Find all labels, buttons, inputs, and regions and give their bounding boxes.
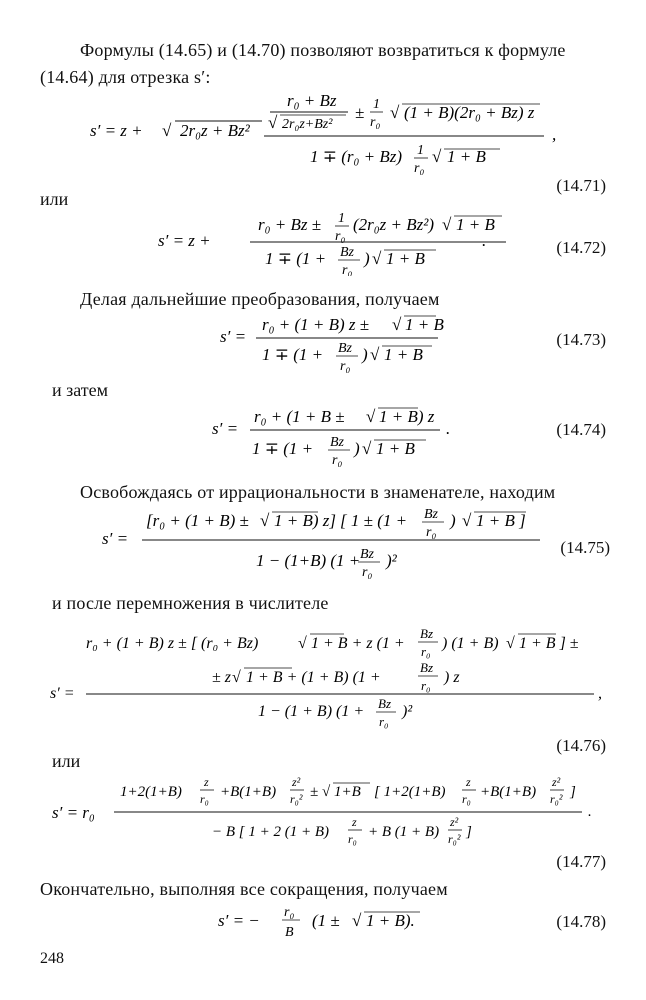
equation-number-14-72: (14.72)	[556, 238, 606, 257]
svg-text:Bz: Bz	[338, 341, 352, 356]
svg-text:s′ =: s′ =	[212, 419, 239, 438]
svg-text:+B(1+B): +B(1+B)	[220, 784, 277, 800]
svg-text:1 + B: 1 + B	[376, 439, 415, 458]
svg-text:r₀: r₀	[421, 678, 431, 693]
svg-text:1 + B).: 1 + B).	[366, 911, 415, 930]
svg-text:z: z	[352, 815, 357, 829]
equation-number-14-78: (14.78)	[556, 912, 606, 931]
svg-text:±: ±	[355, 103, 365, 122]
svg-text:r₀: r₀	[200, 792, 209, 806]
svg-text:1 ∓ (1 +: 1 ∓ (1 +	[265, 249, 327, 268]
equation-number-14-71: (14.71)	[556, 176, 606, 195]
svg-text:+ B (1 + B): + B (1 + B)	[368, 824, 440, 840]
equation-14-73	[0, 306, 646, 376]
equation-14-72	[0, 200, 646, 276]
equation-14-78	[0, 898, 646, 948]
svg-text:√: √	[372, 249, 382, 268]
svg-text:1: 1	[373, 97, 380, 112]
svg-text:s′ = z +: s′ = z +	[90, 121, 143, 140]
svg-text:): )	[354, 439, 360, 458]
svg-text:1 + B ] ±: 1 + B ] ±	[519, 635, 579, 652]
svg-text:s′ =: s′ =	[220, 327, 247, 346]
after-text: и после перемножения в числителе	[52, 593, 329, 613]
further-text: Делая дальнейшие преобразования, получаем	[80, 289, 440, 309]
svg-text:Bz: Bz	[420, 660, 433, 675]
equation-number-14-77: (14.77)	[556, 852, 606, 871]
svg-text:r₀ + (1 + B) z ±: r₀ + (1 + B) z ±	[262, 315, 370, 334]
svg-text:1 − (1+B) (1 +: 1 − (1+B) (1 +	[256, 551, 361, 570]
svg-text:1 + B: 1 + B	[447, 147, 486, 166]
equation-number-14-74: (14.74)	[556, 420, 606, 439]
svg-text:r₀ + (1 + B ±: r₀ + (1 + B ±	[254, 407, 345, 426]
svg-text:√: √	[232, 669, 241, 686]
svg-text:Bz: Bz	[360, 547, 374, 562]
svg-text:]: ]	[466, 824, 472, 840]
svg-text:s′ = z +: s′ = z +	[158, 231, 211, 250]
svg-text:): )	[362, 345, 368, 364]
svg-text:1 + B: 1 + B	[405, 315, 444, 334]
svg-text:√: √	[260, 511, 270, 530]
svg-text:r₀²: r₀²	[550, 792, 563, 806]
svg-text:r₀: r₀	[335, 229, 346, 244]
svg-text:r₀: r₀	[332, 453, 343, 468]
svg-text:r₀: r₀	[348, 832, 357, 846]
or-text-2: или	[52, 751, 81, 771]
svg-text:(1 ±: (1 ±	[312, 911, 340, 930]
svg-text:1 ∓ (r₀ + Bz): 1 ∓ (r₀ + Bz)	[310, 147, 403, 166]
svg-text:s′ = r₀: s′ = r₀	[52, 803, 95, 822]
free-text: Освобождаясь от иррациональности в знаменателе, находим	[80, 482, 556, 502]
svg-text:r₀: r₀	[426, 525, 437, 540]
svg-text:Bz: Bz	[330, 435, 344, 450]
or-text-1: или	[40, 189, 69, 209]
svg-text:1 + B: 1 + B	[386, 249, 425, 268]
svg-text:Bz: Bz	[424, 507, 438, 522]
equation-number-14-73: (14.73)	[556, 330, 606, 349]
page-number: 248	[40, 950, 64, 967]
svg-text:r₀: r₀	[362, 565, 373, 580]
svg-text:√: √	[442, 215, 452, 234]
svg-text:r₀: r₀	[370, 115, 381, 130]
svg-text:1 ∓ (1 +: 1 ∓ (1 +	[252, 439, 314, 458]
then-text: и затем	[52, 380, 109, 400]
svg-text:,: ,	[552, 125, 557, 144]
svg-text:): )	[364, 249, 370, 268]
svg-text:1 + B) z: 1 + B) z	[379, 407, 435, 426]
svg-text:r₀: r₀	[379, 714, 389, 729]
equation-14-71	[0, 86, 646, 198]
svg-text:B: B	[285, 925, 294, 940]
svg-text:1 + B + (1 + B) (1 +: 1 + B + (1 + B) (1 +	[246, 669, 381, 686]
svg-text:[ 1+2(1+B): [ 1+2(1+B)	[374, 784, 446, 800]
svg-text:± z: ± z	[212, 669, 232, 686]
svg-text:Bz: Bz	[340, 245, 354, 260]
svg-text:1 + B: 1 + B	[384, 345, 423, 364]
svg-text:+B(1+B): +B(1+B)	[480, 784, 537, 800]
svg-text:) (1 + B): ) (1 + B)	[442, 635, 499, 652]
svg-text:2r₀z + Bz²: 2r₀z + Bz²	[180, 121, 250, 140]
svg-text:1+2(1+B): 1+2(1+B)	[120, 784, 182, 800]
svg-text:,: ,	[598, 685, 602, 702]
svg-text:1 + B + z (1 +: 1 + B + z (1 +	[311, 635, 405, 652]
intro-line-2: (14.64) для отрезка s′:	[40, 67, 211, 87]
svg-text:√: √	[432, 147, 442, 166]
svg-text:1+B: 1+B	[334, 784, 361, 800]
svg-text:z²: z²	[450, 815, 459, 829]
svg-text:Bz: Bz	[420, 626, 433, 641]
svg-text:) z: ) z	[444, 669, 460, 686]
svg-text:1 − (1 + B) (1 +: 1 − (1 + B) (1 +	[258, 703, 365, 720]
svg-text:1: 1	[417, 143, 424, 158]
equation-14-74	[0, 398, 646, 470]
svg-text:2r₀z+Bz²: 2r₀z+Bz²	[282, 117, 333, 132]
svg-text:r₀: r₀	[414, 161, 425, 176]
svg-text:1 ∓ (1 +: 1 ∓ (1 +	[262, 345, 324, 364]
svg-text:Bz: Bz	[378, 696, 391, 711]
svg-text:√: √	[392, 315, 402, 334]
svg-text:[r₀ + (1 + B) ±: [r₀ + (1 + B) ±	[146, 511, 249, 530]
svg-text:√: √	[352, 911, 362, 930]
svg-text:r₀: r₀	[340, 359, 351, 374]
svg-text:r₀²: r₀²	[290, 792, 303, 806]
svg-text:1 + B: 1 + B	[456, 215, 495, 234]
equation-14-76	[0, 612, 646, 740]
svg-text:√: √	[268, 113, 278, 132]
svg-text:√: √	[298, 635, 307, 652]
svg-text:]: ]	[570, 784, 576, 800]
svg-text:√: √	[362, 439, 372, 458]
svg-text:r₀: r₀	[342, 263, 353, 276]
svg-text:r₀: r₀	[462, 792, 471, 806]
svg-text:(2r₀z + Bz²): (2r₀z + Bz²)	[353, 215, 435, 234]
svg-text:z²: z²	[552, 775, 561, 789]
svg-text:(1 + B)(2r₀ + Bz) z: (1 + B)(2r₀ + Bz) z	[404, 103, 535, 122]
svg-text:r₀: r₀	[421, 644, 431, 659]
svg-text:r₀ + Bz: r₀ + Bz	[287, 91, 337, 110]
equation-14-75	[0, 504, 646, 588]
svg-text:.: .	[446, 419, 451, 438]
svg-text:)²: )²	[402, 703, 413, 720]
svg-text:z²: z²	[292, 775, 301, 789]
svg-text:√: √	[506, 635, 515, 652]
svg-text:√: √	[162, 121, 172, 140]
svg-text:z: z	[466, 775, 471, 789]
svg-text:)²: )²	[386, 551, 397, 570]
svg-text:√: √	[390, 103, 400, 122]
svg-text:r₀ + Bz ±: r₀ + Bz ±	[258, 215, 322, 234]
svg-text:r₀: r₀	[284, 905, 295, 920]
intro-line-1: Формулы (14.65) и (14.70) позволяют возвратиться к формуле	[80, 40, 566, 60]
svg-text:s′ =: s′ =	[102, 529, 129, 548]
svg-text:1 + B) z]: 1 + B) z]	[274, 511, 336, 530]
svg-text:±: ±	[310, 784, 319, 800]
svg-text:√: √	[370, 345, 380, 364]
svg-text:.: .	[482, 231, 487, 250]
equation-14-77	[0, 766, 646, 866]
svg-text:r₀ + (1 + B) z ± [ (r₀ + Bz): r₀ + (1 + B) z ± [ (r₀ + Bz)	[86, 635, 259, 652]
equation-number-14-76: (14.76)	[556, 736, 606, 755]
svg-text:s′ = −: s′ = −	[218, 911, 260, 930]
svg-text:.: .	[588, 804, 592, 820]
svg-text:√: √	[322, 784, 331, 800]
svg-text:√: √	[462, 511, 472, 530]
svg-text:− B [ 1 + 2 (1 + B): − B [ 1 + 2 (1 + B)	[212, 824, 330, 840]
svg-text:1 + B ]: 1 + B ]	[476, 511, 526, 530]
svg-text:): )	[450, 511, 456, 530]
svg-text:1: 1	[338, 211, 345, 226]
svg-text:r₀²: r₀²	[448, 832, 461, 846]
final-text: Окончательно, выполняя все сокращения, получаем	[40, 879, 448, 899]
svg-text:√: √	[366, 407, 376, 426]
svg-text:z: z	[204, 775, 209, 789]
svg-text:s′ =: s′ =	[50, 685, 75, 702]
equation-number-14-75: (14.75)	[560, 538, 610, 557]
svg-text:[ 1 ± (1 +: [ 1 ± (1 +	[340, 511, 408, 530]
